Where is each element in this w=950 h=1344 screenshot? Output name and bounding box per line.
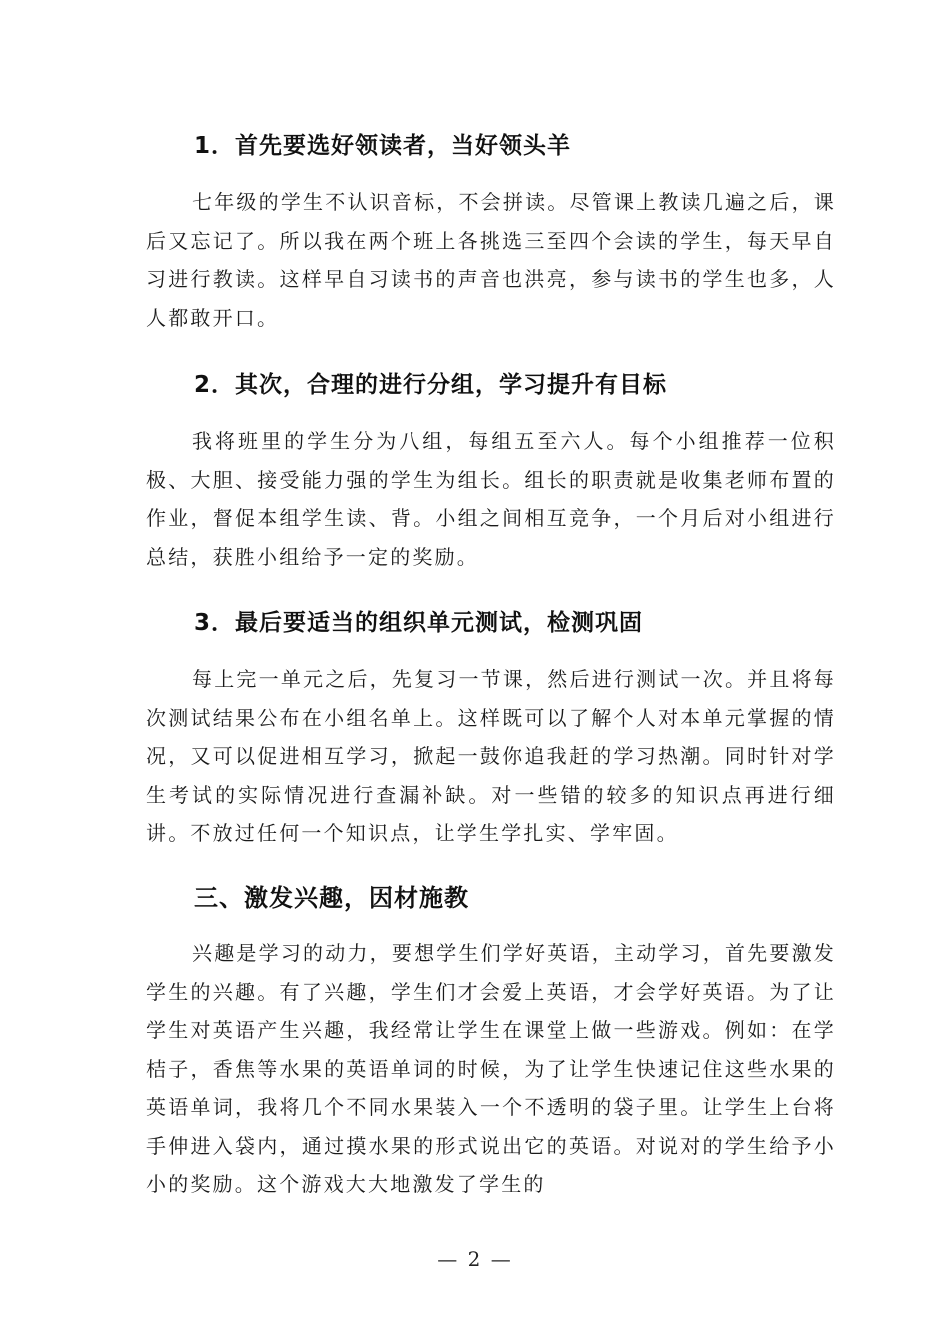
section-paragraph-3: 每上完一单元之后，先复习一节课，然后进行测试一次。并且将每次测试结果公布在小组名单上。这样既可以了解个人对本单元掌握的情况，又可以促进相互学习，掀起一鼓你追我赶的学习热潮。同时针对学生考试的实际情况进行查漏补缺。对一些错的较多的知识点再进行细讲。不放过任何一个知识点，让学生学扎实、学牢固。 [146, 667, 836, 845]
section-heading-3: 3．最后要适当的组织单元测试，检测巩固 [194, 610, 644, 636]
section-heading-2: 2．其次，合理的进行分组，学习提升有目标 [194, 372, 668, 398]
section-paragraph-major: 兴趣是学习的动力，要想学生们学好英语，主动学习，首先要激发学生的兴趣。有了兴趣，学生们才会爱上英语，才会学好英语。为了让学生对英语产生兴趣，我经常让学生在课堂上做一些游戏。例如：在学桔子，香焦等水果的英语单词的时候，为了让学生快速记住这些水果的英语单词，我将几个不同水果装入一个不透明的袋子里。让学生上台将手伸进入袋内，通过摸水果的形式说出它的英语。对说对的学生给予小小的奖励。这个游戏大大地激发了学生的 [146, 941, 836, 1196]
section-paragraph-2: 我将班里的学生分为八组，每组五至六人。每个小组推荐一位积极、大胆、接受能力强的学生为组长。组长的职责就是收集老师布置的作业，督促本组学生读、背。小组之间相互竞争，一个月后对小组进行总结，获胜小组给予一定的奖励。 [146, 429, 836, 569]
section-heading-1: 1．首先要选好领读者，当好领头羊 [194, 133, 572, 159]
section-heading-major: 三、激发兴趣，因材施教 [194, 884, 469, 912]
page-number: — 2 — [437, 1247, 513, 1271]
section-paragraph-1: 七年级的学生不认识音标，不会拼读。尽管课上教读几遍之后，课后又忘记了。所以我在两个班上各挑选三至四个会读的学生，每天早自习进行教读。这样早自习读书的声音也洪亮，参与读书的学生也多，人人都敢开口。 [146, 190, 836, 330]
